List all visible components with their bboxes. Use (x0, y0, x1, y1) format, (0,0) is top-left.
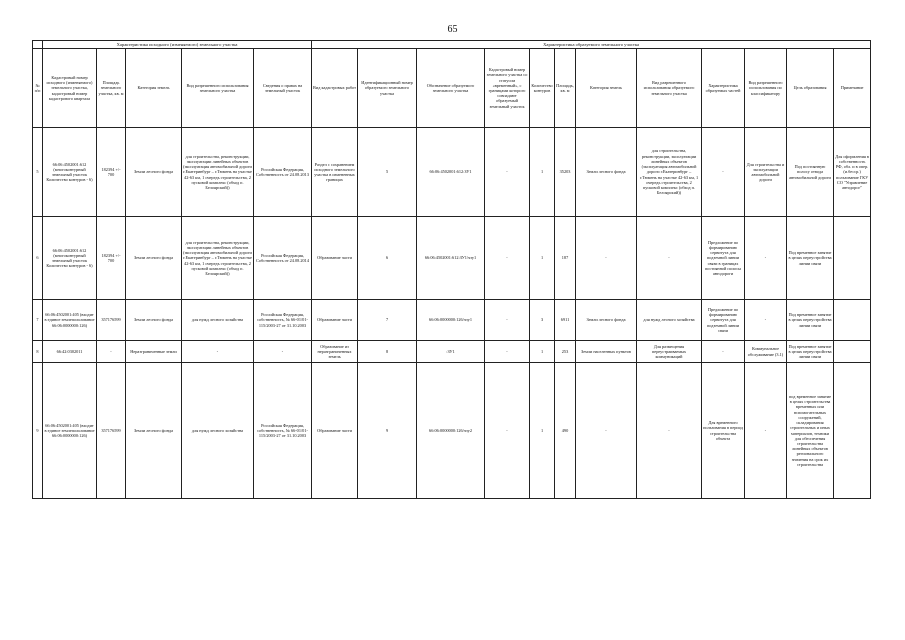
table-cell: Российская Федерация, собственность, № 66-01/01-115/2003-27 от 31.10.2003 (254, 300, 312, 341)
column-header: Площадь, кв. м (555, 49, 576, 128)
table-cell: - (576, 217, 637, 300)
table-cell: 66:06:4502001:612:ЗУ1/чзу1 (417, 217, 485, 300)
table-cell (834, 300, 871, 341)
table-cell: 1 (530, 341, 555, 363)
table-cell: - (485, 128, 530, 217)
column-header: Цель образования (787, 49, 834, 128)
column-header: Вид разрешенного использования образуемого земельного участка (637, 49, 702, 128)
table-row (33, 128, 871, 217)
land-plot-table (32, 40, 871, 499)
table-cell: 66:06:4502001:612:ЗУ1 (417, 128, 485, 217)
column-header: Вид кадастровых работ (312, 49, 358, 128)
column-header: Категория земель (576, 49, 637, 128)
table-cell: Земли лесного фонда (126, 128, 182, 217)
table-cell: Под временное занятие в целях переустройства линии связи (787, 341, 834, 363)
table-cell: Российская Федерация, собственность, № 66-01/01-115/2003-27 от 31.10.2003 (254, 363, 312, 499)
table-cell: 66:06:0000000:126/чзу1 (417, 300, 485, 341)
table-cell: Неразграниченные земли (126, 341, 182, 363)
table-cell: - (254, 341, 312, 363)
table-cell: под временное занятие в целях строительства временных или вспомогательных сооружений, складирования строительных и иных материалов, техники для обеспечения строительства линейных объектов регионального значения на срок их строительства (787, 363, 834, 499)
column-header-row (33, 49, 871, 128)
column-header: Категория земель (126, 49, 182, 128)
table-cell: - (745, 217, 787, 300)
table-cell: - (485, 217, 530, 300)
table-cell: 66:06:4502001:405 (входит в единое землепользование 66:06:0000000:126) (43, 300, 97, 341)
table-cell: Земли лесного фонда (126, 363, 182, 499)
table-cell: - (485, 363, 530, 499)
table-cell: Земли лесного фонда (576, 300, 637, 341)
page-number: 65 (447, 24, 458, 35)
table-cell: 357176599 (97, 363, 126, 499)
table-cell: Предложение по формированию сервитута для подземной линии связи (702, 300, 745, 341)
table-cell: 357176599 (97, 300, 126, 341)
table-cell: для нужд лесного хозяйства (637, 300, 702, 341)
column-header: № п/п (33, 49, 43, 128)
column-header: Обозначение образуемого земельного участка (417, 49, 485, 128)
table-cell: Земли населенных пунктов (576, 341, 637, 363)
table-cell: Земли лесного фонда (126, 300, 182, 341)
table-cell: Образование части (312, 217, 358, 300)
table-cell (834, 217, 871, 300)
table-cell: - (485, 300, 530, 341)
table-cell: 8 (358, 341, 417, 363)
table-cell: - (637, 217, 702, 300)
table-cell: Образование части (312, 363, 358, 499)
table-cell: Образование части (312, 300, 358, 341)
column-header: Кадастровый номер земельного участка со статусом «временный», с границами которого совпадают образуемый земельный участок (485, 49, 530, 128)
column-header: Сведения о правах на земельный участок (254, 49, 312, 128)
table-cell: 1 (530, 363, 555, 499)
table-cell: 6 (358, 217, 417, 300)
table-cell: 8 (33, 341, 43, 363)
table-cell: - (637, 363, 702, 499)
group-header-source: Характеристика исходного (изменяемого) земельного участка (43, 41, 312, 49)
table-cell: 1 (530, 128, 555, 217)
table-cell: для нужд лесного хозяйства (182, 363, 254, 499)
table-cell: для строительства, реконструкции, эксплуатации линейных объектов (эксплуатация автомобильной дороги г.Екатеринбург – г.Тюмень на участке 42-63 км, 1 очередь строительства, 2 пусковой комплекс (обход п. Белоярский)) (182, 128, 254, 217)
table-cell: Для строительства и эксплуатации автомобильной дороги (745, 128, 787, 217)
table-cell: Под временное занятие в целях переустройства линии связи (787, 300, 834, 341)
table-row (33, 363, 871, 499)
table-cell: 253 (555, 341, 576, 363)
table-cell: Предложение по формированию сервитута для подземной линии связи в границах постоянной полосы автодороги (702, 217, 745, 300)
table-cell: - (702, 128, 745, 217)
table-cell: - (182, 341, 254, 363)
column-header: Кадастровый номер исходного (изменяемого) земельного участка, кадастровый номер кадастрового квартала (43, 49, 97, 128)
table-cell: 9 (358, 363, 417, 499)
table-cell: Для размещения переустраиваемых коммуникаций (637, 341, 702, 363)
column-header: Идентификационный номер образуемого земельного участка (358, 49, 417, 128)
table-cell (834, 341, 871, 363)
column-header: Площадь земельного участка, кв. м (97, 49, 126, 128)
table-cell: 187 (555, 217, 576, 300)
header-cell (33, 41, 43, 49)
group-header-row (33, 41, 871, 49)
table-cell: Раздел с сохранением исходного земельного участка в измененных границах (312, 128, 358, 217)
table-cell: 182394 +/- 700 (97, 217, 126, 300)
table-cell: 66:06:4502001:405 (входит в единое землепользование 66:06:0000000:126) (43, 363, 97, 499)
table-cell: - (485, 341, 530, 363)
table-cell: 9 (33, 363, 43, 499)
table-cell: 5 (33, 128, 43, 217)
table-cell: Образование из неразграниченных земель (312, 341, 358, 363)
table-cell: Для временного пользования в период строительства объекта (702, 363, 745, 499)
table-cell: для нужд лесного хозяйства (182, 300, 254, 341)
column-header: Примечание (834, 49, 871, 128)
table-cell: для строительства, реконструкции, эксплуатации линейных объектов (эксплуатация автомобильной дороги г.Екатеринбург – г.Тюмень на участке 42-63 км, 1 очередь строительства, 2 пусковой комплекс (обход п. Белоярский)) (182, 217, 254, 300)
table-row (33, 300, 871, 341)
table-cell: Земли лесного фонда (126, 217, 182, 300)
table-cell: Российская Федерация, Собственность от 24.08.2014 (254, 217, 312, 300)
table-cell: 35203 (555, 128, 576, 217)
table-cell: - (745, 300, 787, 341)
table-cell: - (97, 341, 126, 363)
table-cell: Под временное занятие в целях переустройства линии связи (787, 217, 834, 300)
table-cell (834, 363, 871, 499)
table-cell: - (576, 363, 637, 499)
table-row (33, 217, 871, 300)
table-cell: 490 (555, 363, 576, 499)
table-cell: 66:06:4502001:612 (многоконтурный земельный участок Количество контуров - 6) (43, 217, 97, 300)
column-header: Характеристика образуемых частей (702, 49, 745, 128)
table-cell: Для оформления в собственность РФ, обл. и в опер. (и.бесср.) пользование ГКУ СО "Управление автодорог" (834, 128, 871, 217)
table-cell: Российская Федерация, Собственность от 24.08.2013 (254, 128, 312, 217)
table-row (33, 341, 871, 363)
column-header: Вид разрешенного использования земельного участка (182, 49, 254, 128)
column-header: Количество контуров (530, 49, 555, 128)
table-cell: Под постоянную полосу отвода автомобильной дороги (787, 128, 834, 217)
table-cell: для строительства, реконструкции, эксплуатации линейных объектов (эксплуатация автомобильной дороги г.Екатеринбург – г.Тюмень на участке 42-63 км, 1 очередь строительства, 2 пусковой комплекс (обход п. Белоярский)) (637, 128, 702, 217)
group-header-target: Характеристика образуемого земельного участка (312, 41, 871, 49)
table-cell: 6 (33, 217, 43, 300)
table-cell: Коммунальное обслуживание (3.1) (745, 341, 787, 363)
column-header: Вид разрешенного использования по классификатору (745, 49, 787, 128)
table-cell: 7 (358, 300, 417, 341)
table-cell: - (745, 363, 787, 499)
table-cell: 1 (530, 217, 555, 300)
table-cell: 66:42:0302011 (43, 341, 97, 363)
table-cell: 6911 (555, 300, 576, 341)
table-cell: - (702, 341, 745, 363)
table-cell: Земли лесного фонда (576, 128, 637, 217)
table-cell: 5 (358, 128, 417, 217)
table-cell: 182394 +/- 700 (97, 128, 126, 217)
table-cell: 3 (530, 300, 555, 341)
table-cell: 66:06:4502001:612 (многоконтурный земельный участок Количество контуров - 6) (43, 128, 97, 217)
table-cell: 66:06:0000000:126/чзу2 (417, 363, 485, 499)
table-cell: 7 (33, 300, 43, 341)
table-cell: :ЗУ1 (417, 341, 485, 363)
